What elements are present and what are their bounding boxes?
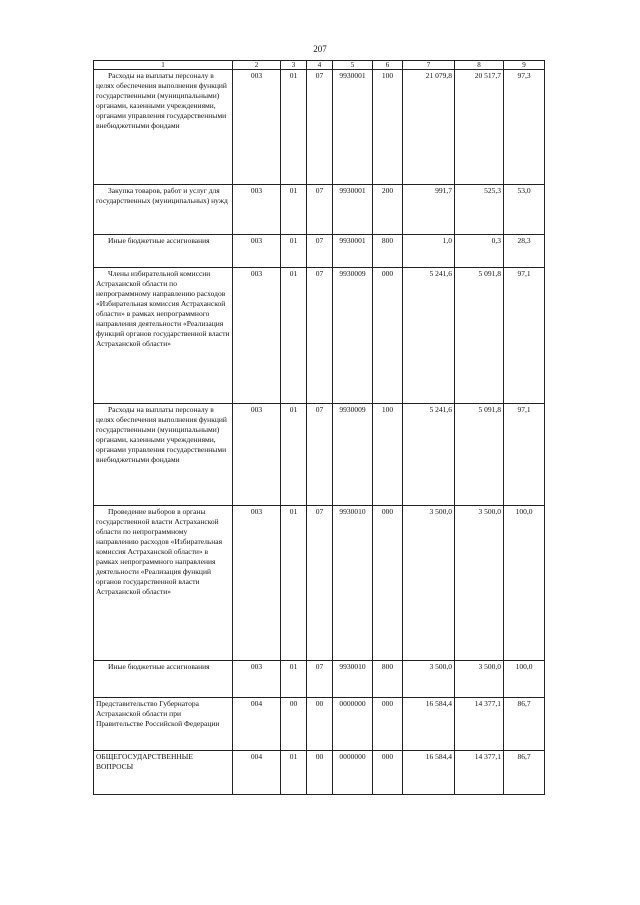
row-name: Иные бюджетные ассигнования xyxy=(108,662,210,671)
percent-cell: 53,0 xyxy=(504,185,545,235)
admin-code-cell: 003 xyxy=(233,404,281,506)
admin-code-cell: 003 xyxy=(233,661,281,698)
table-row xyxy=(94,70,545,185)
row-name-cell xyxy=(94,70,233,185)
percent-cell: 97,1 xyxy=(504,404,545,506)
admin-code-cell: 003 xyxy=(233,235,281,268)
target-code-cell: 0000000 xyxy=(333,698,373,751)
row-name: Закупка товаров, работ и услуг для государственных (муниципальных) нужд xyxy=(96,186,228,205)
actual-amount-cell: 20 517,7 xyxy=(455,70,504,185)
row-name-cell xyxy=(94,185,233,235)
row-name-cell xyxy=(94,506,233,661)
col-header-1: 1 xyxy=(94,61,233,70)
row-name-cell xyxy=(94,268,233,404)
admin-code-cell: 004 xyxy=(233,751,281,795)
plan-amount-cell: 16 584,4 xyxy=(403,751,455,795)
section-code-cell: 01 xyxy=(281,404,307,506)
actual-amount-cell: 3 500,0 xyxy=(455,506,504,661)
table-row xyxy=(94,698,545,751)
admin-code-cell: 004 xyxy=(233,698,281,751)
percent-cell: 28,3 xyxy=(504,235,545,268)
row-name: ОБЩЕГОСУДАРСТВЕННЫЕ ВОПРОСЫ xyxy=(96,752,193,771)
actual-amount-cell: 0,3 xyxy=(455,235,504,268)
plan-amount-cell: 1,0 xyxy=(403,235,455,268)
target-code-cell: 9930010 xyxy=(333,661,373,698)
row-name-cell xyxy=(94,235,233,268)
plan-amount-cell: 21 079,8 xyxy=(403,70,455,185)
row-name: Проведение выборов в органы государственной власти Астраханской области по непрограммному направлению расходов «Избирательная комиссия Астраханской области» в рамках непрограммного направления деятельности «Реализация функций органов государственной власти Астраханской области» xyxy=(96,507,223,596)
target-code-cell: 9930009 xyxy=(333,404,373,506)
section-code-cell: 01 xyxy=(281,70,307,185)
row-name-cell xyxy=(94,661,233,698)
actual-amount-cell: 5 091,8 xyxy=(455,404,504,506)
expense-type-cell: 000 xyxy=(373,698,403,751)
expense-type-cell: 000 xyxy=(373,268,403,404)
table-row xyxy=(94,235,545,268)
section-code-cell: 01 xyxy=(281,185,307,235)
target-code-cell: 0000000 xyxy=(333,751,373,795)
expense-type-cell: 000 xyxy=(373,751,403,795)
target-code-cell: 9930001 xyxy=(333,185,373,235)
col-header-3: 3 xyxy=(281,61,307,70)
header-row xyxy=(94,61,545,70)
actual-amount-cell: 3 500,0 xyxy=(455,661,504,698)
expense-type-cell: 800 xyxy=(373,235,403,268)
section-code-cell: 00 xyxy=(281,698,307,751)
table-row xyxy=(94,751,545,795)
percent-cell: 100,0 xyxy=(504,661,545,698)
admin-code-cell: 003 xyxy=(233,70,281,185)
plan-amount-cell: 5 241,6 xyxy=(403,268,455,404)
col-header-4: 4 xyxy=(307,61,333,70)
plan-amount-cell: 991,7 xyxy=(403,185,455,235)
row-name: Расходы на выплаты персоналу в целях обеспечения выполнения функций государственными (муниципальными) органами, казенными учреждениями, органами управления государственными внебюджетными фондами xyxy=(96,405,227,464)
table-row xyxy=(94,268,545,404)
subsection-code-cell: 07 xyxy=(307,268,333,404)
col-header-8: 8 xyxy=(455,61,504,70)
subsection-code-cell: 00 xyxy=(307,698,333,751)
percent-cell: 97,3 xyxy=(504,70,545,185)
admin-code-cell: 003 xyxy=(233,268,281,404)
section-code-cell: 01 xyxy=(281,751,307,795)
subsection-code-cell: 07 xyxy=(307,404,333,506)
table-row xyxy=(94,404,545,506)
target-code-cell: 9930001 xyxy=(333,70,373,185)
expense-type-cell: 800 xyxy=(373,661,403,698)
subsection-code-cell: 00 xyxy=(307,751,333,795)
actual-amount-cell: 14 377,1 xyxy=(455,698,504,751)
target-code-cell: 9930009 xyxy=(333,268,373,404)
row-name: Расходы на выплаты персоналу в целях обеспечения выполнения функций государственными (муниципальными) органами, казенными учреждениями, органами управления государственными внебюджетными фондами xyxy=(96,71,227,130)
table-row xyxy=(94,506,545,661)
col-header-9: 9 xyxy=(504,61,545,70)
col-header-2: 2 xyxy=(233,61,281,70)
section-code-cell: 01 xyxy=(281,506,307,661)
expense-type-cell: 100 xyxy=(373,70,403,185)
expense-type-cell: 000 xyxy=(373,506,403,661)
plan-amount-cell: 16 584,4 xyxy=(403,698,455,751)
subsection-code-cell: 07 xyxy=(307,506,333,661)
row-name: Иные бюджетные ассигнования xyxy=(108,236,210,245)
plan-amount-cell: 5 241,6 xyxy=(403,404,455,506)
expense-type-cell: 100 xyxy=(373,404,403,506)
plan-amount-cell: 3 500,0 xyxy=(403,661,455,698)
page-number: 207 xyxy=(313,44,327,54)
row-name: Представительство Губернатора Астраханской области при Правительстве Российской Федерации xyxy=(96,699,220,728)
table-row xyxy=(94,185,545,235)
expense-type-cell: 200 xyxy=(373,185,403,235)
actual-amount-cell: 5 091,8 xyxy=(455,268,504,404)
section-code-cell: 01 xyxy=(281,235,307,268)
table-row xyxy=(94,661,545,698)
section-code-cell: 01 xyxy=(281,661,307,698)
percent-cell: 86,7 xyxy=(504,751,545,795)
subsection-code-cell: 07 xyxy=(307,235,333,268)
percent-cell: 97,1 xyxy=(504,268,545,404)
percent-cell: 100,0 xyxy=(504,506,545,661)
col-header-7: 7 xyxy=(403,61,455,70)
row-name: Члены избирательной комиссии Астраханской области по непрограммному направлению расходов «Избирательная комиссия Астраханской области» в рамках непрограммного направления деятельности «Реализация функций органов государственной власти Астраханской области» xyxy=(96,269,230,348)
actual-amount-cell: 14 377,1 xyxy=(455,751,504,795)
admin-code-cell: 003 xyxy=(233,185,281,235)
subsection-code-cell: 07 xyxy=(307,185,333,235)
budget-table xyxy=(93,60,545,795)
row-name-cell xyxy=(94,404,233,506)
subsection-code-cell: 07 xyxy=(307,661,333,698)
plan-amount-cell: 3 500,0 xyxy=(403,506,455,661)
target-code-cell: 9930001 xyxy=(333,235,373,268)
table-body xyxy=(94,70,545,795)
section-code-cell: 01 xyxy=(281,268,307,404)
row-name-cell xyxy=(94,698,233,751)
admin-code-cell: 003 xyxy=(233,506,281,661)
row-name-cell xyxy=(94,751,233,795)
actual-amount-cell: 525,3 xyxy=(455,185,504,235)
col-header-5: 5 xyxy=(333,61,373,70)
col-header-6: 6 xyxy=(373,61,403,70)
target-code-cell: 9930010 xyxy=(333,506,373,661)
percent-cell: 86,7 xyxy=(504,698,545,751)
subsection-code-cell: 07 xyxy=(307,70,333,185)
